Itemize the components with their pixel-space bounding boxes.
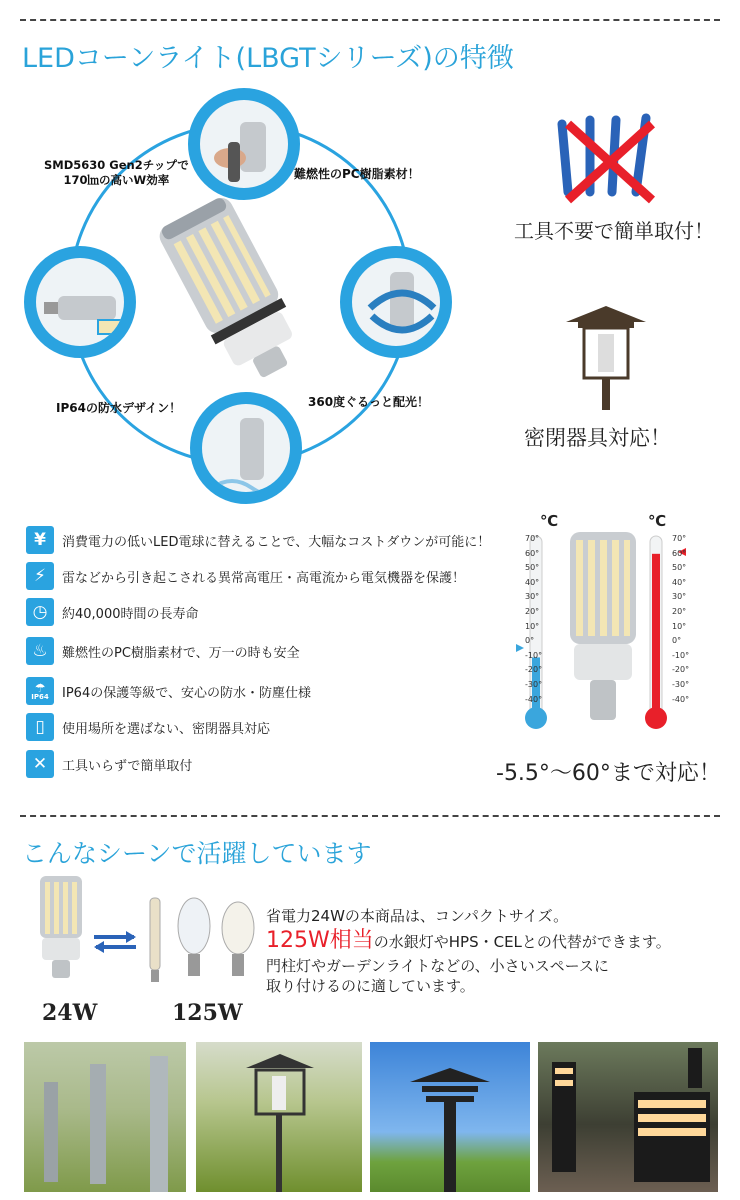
desc-highlight: 125W相当: [266, 928, 374, 954]
lamp-post-icon: [556, 300, 656, 410]
lightning-icon: ⚡: [26, 562, 54, 590]
tick-label: 50°: [525, 563, 540, 573]
corn-bulb-image: [148, 192, 318, 392]
tools-crossed-icon: [548, 104, 668, 204]
enclosure-icon: ▯: [26, 713, 54, 741]
feature-text: 消費電力の低いLED電球に替えることで、大幅なコストダウンが可能に！: [62, 534, 491, 550]
feature-item: [26, 749, 192, 779]
bubble-waterproof: [50, 398, 187, 420]
feature-item: [26, 597, 199, 627]
tick-label: 20°: [672, 607, 687, 616]
bubble-chip: [38, 155, 195, 191]
ip64-mini-label: IP64: [31, 692, 49, 701]
unit-right: ℃: [648, 512, 667, 530]
resin-label: 難燃性のPC樹脂素材！: [294, 167, 420, 181]
watt-large: 125W: [172, 1000, 243, 1026]
tick-label: 30°: [672, 592, 687, 602]
flame-icon: ♨: [26, 637, 54, 665]
top-divider: [20, 19, 720, 21]
photo-pagoda-lamp: [370, 1042, 530, 1192]
tick-label: 70°: [525, 534, 540, 543]
bubble-rotate: [302, 392, 435, 414]
tick-label: 40°: [672, 577, 687, 587]
tick-label: -10°: [525, 650, 543, 660]
thermometer-graphic: [510, 526, 720, 736]
feature-text: IP64の保護等級で、安心の防水・防塵仕様: [62, 685, 311, 701]
tick-label: -10°: [672, 650, 690, 660]
chip-label: SMD5630 Gen2チップで 170㏐の高いW効率: [44, 158, 189, 187]
desc-line1: 省電力24Wの本商品は、コンパクトサイズ。: [266, 907, 569, 925]
desc-line3: 門柱灯やガーデンライトなどの、小さいスペースに: [266, 956, 609, 975]
tick-label: 60°: [525, 548, 540, 558]
bubble-resin: [288, 164, 426, 186]
tick-label: 40°: [525, 577, 540, 587]
section2-title: こんなシーンで活躍しています: [22, 839, 372, 868]
umbrella-icon: ☂ IP64: [26, 677, 54, 705]
feature-text: 難燃性のPC樹脂素材で、万一の時も安全: [62, 645, 300, 661]
desc-line2: [266, 926, 736, 956]
enclosed-label: 密閉器具対応！: [524, 426, 671, 450]
tick-label: -40°: [672, 694, 690, 704]
tick-label: 30°: [525, 592, 540, 602]
tick-label: 10°: [672, 621, 687, 631]
tick-label: -40°: [525, 694, 543, 704]
feature-text: 雷などから引き起こされる異常高電圧・高電流から電気機器を保護！: [62, 570, 466, 586]
circle-rotate: [340, 246, 452, 358]
feature-text: 使用場所を選ばない、密閉器具対応: [62, 721, 271, 737]
feature-text: 工具いらずで簡単取付: [62, 758, 193, 774]
tick-label: -30°: [672, 680, 690, 689]
desc-line4: 取り付けるのに適しています。: [266, 977, 475, 996]
clock-icon: ◷: [26, 598, 54, 626]
tools-icon: ✕: [26, 750, 54, 778]
feature-item: [26, 525, 490, 555]
yen-icon: ¥: [26, 526, 54, 554]
middle-divider: [20, 815, 720, 817]
waterproof-label: IP64の防水デザイン！: [56, 401, 182, 415]
desc-line2-rest: の水銀灯やHPS・CELとの代替ができます。: [373, 933, 671, 952]
circle-water: [190, 392, 302, 504]
temperature-label: -5.5°〜60°まで対応！: [496, 761, 721, 786]
feature-item: [26, 561, 465, 591]
watt-small: 24W: [42, 1000, 98, 1026]
unit-left: ℃: [540, 512, 559, 530]
tick-label: -20°: [525, 665, 543, 675]
tick-label: 0°: [525, 636, 535, 646]
photo-bollards: [24, 1042, 186, 1192]
photo-garden-bollards: [538, 1042, 718, 1192]
circle-hand-install: [188, 88, 300, 200]
tick-label: 10°: [525, 621, 540, 631]
rotate-label: 360度ぐるっと配光！: [308, 395, 430, 409]
tick-label: -30°: [525, 680, 543, 689]
tick-label: -20°: [672, 665, 690, 675]
small-bulb-image: [36, 872, 86, 982]
feature-item: [26, 676, 311, 706]
feature-item: [26, 712, 270, 742]
description: [266, 906, 736, 996]
feature-item: [26, 636, 300, 666]
tick-label: 70°: [672, 534, 687, 543]
swap-arrows-icon: [90, 930, 140, 954]
tick-label: 20°: [525, 607, 540, 616]
section1-title: LEDコーンライト(LBGTシリーズ)の特徴: [22, 43, 514, 74]
tick-label: 50°: [672, 563, 687, 573]
tick-label: 0°: [672, 636, 682, 646]
tick-label: 60°: [672, 548, 687, 558]
tool-free-label: 工具不要で簡単取付！: [514, 219, 714, 243]
photo-post-lamp: [196, 1042, 362, 1192]
feature-text: 約40,000時間の長寿命: [62, 606, 199, 622]
circle-side: [24, 246, 136, 358]
hid-lamps-image: [142, 894, 262, 984]
